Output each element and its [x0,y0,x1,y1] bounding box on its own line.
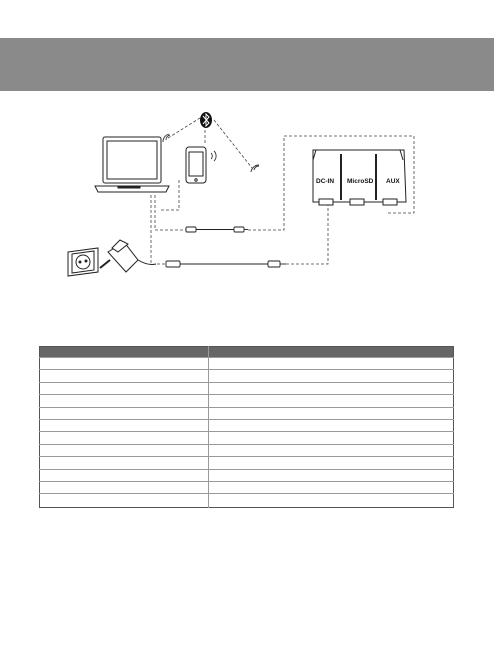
table-cell [209,444,454,456]
table-cell [40,469,209,481]
table-cell [40,457,209,469]
bluetooth-icon [200,112,212,128]
table-cell [40,481,209,493]
table-cell [209,419,454,431]
table-cell [209,370,454,382]
table-row [40,358,454,370]
table-cell [40,395,209,407]
table-cell [209,481,454,493]
table-row [40,469,454,481]
table-cell [40,494,209,508]
bluetooth-link-speaker [214,120,252,168]
table-row [40,494,454,508]
aux-cable-icon [186,227,248,232]
port-label-microsd: MicroSD [347,178,374,185]
table-row [40,444,454,456]
smartphone-icon [186,147,206,183]
dc-path-speaker [286,198,328,264]
connection-diagram [0,100,494,300]
table-cell [209,358,454,370]
bluetooth-link-laptop [168,118,200,138]
table-header-cell [40,347,209,358]
power-adapter-icon [100,240,156,272]
port-label-dc-in: DC-IN [316,178,335,185]
wall-socket-icon [68,248,98,276]
wifi-icon [163,134,259,172]
table-cell [40,358,209,370]
table-row [40,457,454,469]
usb-cable-icon [166,261,286,267]
header-band [0,38,494,91]
table-header-cell [209,347,454,358]
table-row [40,481,454,493]
table-cell [40,370,209,382]
table-cell [209,494,454,508]
table-row [40,419,454,431]
table-cell [40,382,209,394]
aux-path-laptop [155,195,186,230]
port-label-aux: AUX [386,178,400,185]
phone-to-aux [160,180,179,210]
table-header-row [40,347,454,358]
table-cell [40,432,209,444]
table-cell [209,432,454,444]
table-cell [209,457,454,469]
table-row [40,407,454,419]
table-row [40,370,454,382]
table-cell [209,407,454,419]
table-cell [209,469,454,481]
table-cell [209,395,454,407]
table-row [40,432,454,444]
table-row [40,395,454,407]
laptop-icon [95,137,169,192]
dc-path-laptop [151,195,166,264]
table-cell [40,419,209,431]
table-cell [209,382,454,394]
table-cell [40,407,209,419]
table-cell [40,444,209,456]
table-row [40,382,454,394]
specifications-table [39,346,454,508]
